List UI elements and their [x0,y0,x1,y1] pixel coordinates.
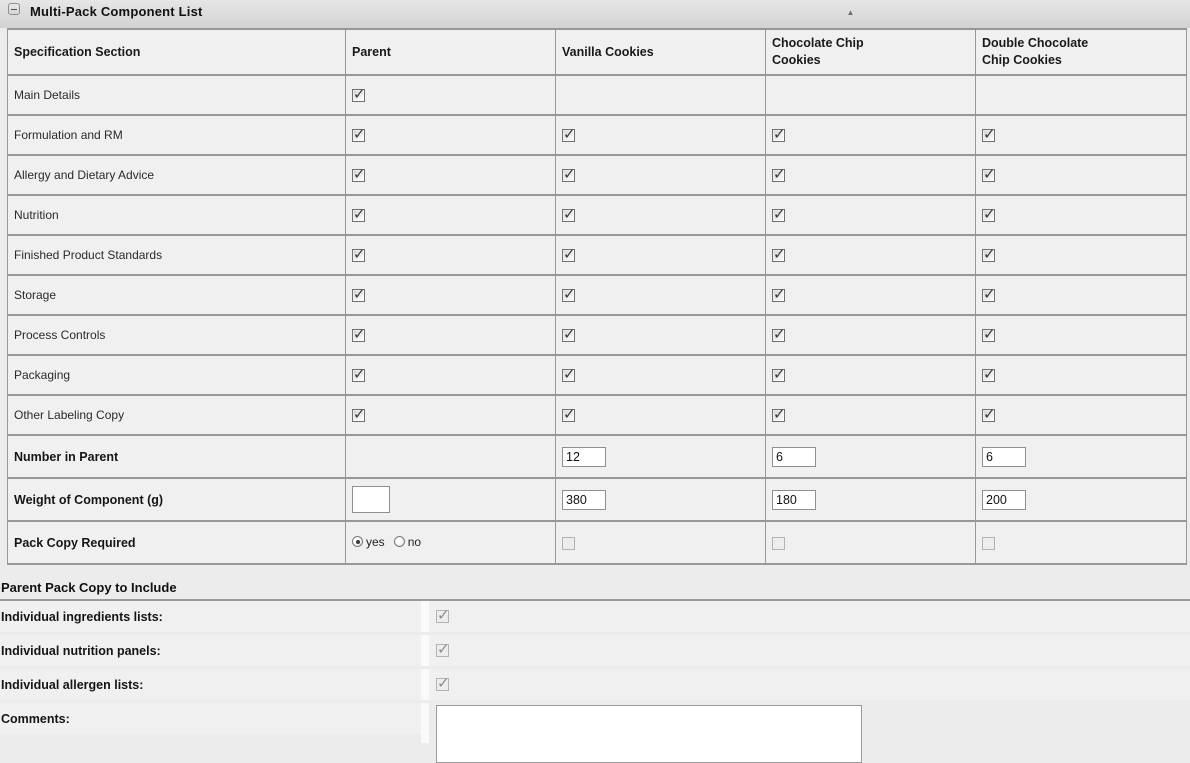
column-header [8,29,346,75]
table-row [8,521,1187,564]
table-cell [766,478,976,521]
table-row [8,155,1187,195]
row-label [8,395,346,435]
row-label-text: Number in Parent [14,449,119,464]
table-cell [556,478,766,521]
table-row [8,478,1187,521]
radio-option-yes[interactable] [352,535,385,549]
row-label-text: Storage [14,288,57,302]
row-label [8,435,346,478]
checkbox-checked[interactable] [352,329,365,342]
column-header-label: Double Chocolate Chip Cookies [982,36,1089,67]
footer-row [0,669,1190,700]
table-cell [976,115,1187,155]
comments-label: Comments: [0,703,421,734]
column-gap [421,635,429,666]
table-cell [556,395,766,435]
table-row [8,435,1187,478]
table-cell [976,395,1187,435]
table-cell [976,315,1187,355]
row-label-text: Allergy and Dietary Advice [14,168,155,182]
table-cell [766,435,976,478]
footer-row [0,601,1190,632]
table-cell [556,521,766,564]
checkbox-checked[interactable] [352,89,365,102]
footer-field [429,669,1190,700]
radio-label: no [407,534,422,549]
row-label [8,155,346,195]
table-cell [976,235,1187,275]
table-row [8,275,1187,315]
row-label-text: Other Labeling Copy [14,408,125,422]
table-cell [766,235,976,275]
table-cell [766,195,976,235]
checkbox-checked[interactable] [562,209,575,222]
row-label [8,115,346,155]
row-label [8,315,346,355]
row-label-text: Main Details [14,88,81,102]
table-cell [766,155,976,195]
table-cell [976,435,1187,478]
row-label [8,235,346,275]
table-row [8,75,1187,115]
table-row [8,315,1187,355]
number-input[interactable] [982,447,1026,467]
radio-yes-icon[interactable] [352,536,363,547]
number-input[interactable] [772,490,816,510]
checkbox-checked[interactable] [562,169,575,182]
checkbox-checked[interactable] [562,329,575,342]
table-row [8,355,1187,395]
column-gap [421,601,429,632]
footer-label: Individual nutrition panels: [0,635,421,666]
table-cell [976,521,1187,564]
checkbox-checked[interactable] [982,369,995,382]
table-cell [976,478,1187,521]
row-label-text: Nutrition [14,208,59,222]
checkbox-checked[interactable] [982,249,995,262]
checkbox-checked[interactable] [562,409,575,422]
column-header-label: Parent [352,44,391,59]
table-cell [766,521,976,564]
column-header-label: Chocolate Chip Cookies [772,36,864,67]
radio-label: yes [366,534,385,549]
checkbox-checked[interactable] [982,409,995,422]
column-header [556,29,766,75]
scroll-up-icon[interactable]: ▲ [846,8,855,17]
table-cell [766,115,976,155]
number-input[interactable] [562,490,606,510]
panel-header [0,0,1190,28]
table-cell [556,235,766,275]
checkbox-checked[interactable] [352,169,365,182]
row-label-text: Pack Copy Required [14,535,136,550]
table-cell [346,435,556,478]
checkbox-checked[interactable] [772,249,785,262]
footer-field [429,601,1190,632]
table-cell [556,115,766,155]
number-input[interactable] [982,490,1026,510]
column-header [976,29,1187,75]
column-header [346,29,556,75]
footer-rows [0,601,1190,700]
checkbox-checked[interactable] [352,129,365,142]
table-cell [346,315,556,355]
table-row [8,235,1187,275]
row-label-text: Process Controls [14,328,106,342]
row-label-text: Packaging [14,368,71,382]
checkbox-checked[interactable] [352,409,365,422]
footer-heading: Parent Pack Copy to Include [0,580,1190,601]
weight-input-blank[interactable] [352,486,390,513]
column-header-label: Vanilla Cookies [562,44,654,59]
row-label [8,521,346,564]
table-cell [766,355,976,395]
table-body [8,75,1187,564]
checkbox-checked [436,644,449,657]
table-cell [556,355,766,395]
number-input[interactable] [772,447,816,467]
table-cell [556,195,766,235]
table-cell [766,75,976,115]
table-cell [346,155,556,195]
checkbox-checked[interactable] [562,249,575,262]
table-cell [976,355,1187,395]
checkbox [562,537,575,550]
checkbox-checked[interactable] [772,129,785,142]
checkbox [772,537,785,550]
checkbox-checked[interactable] [562,369,575,382]
table-row [8,115,1187,155]
checkbox-checked[interactable] [562,129,575,142]
collapse-icon[interactable] [8,3,20,15]
column-gap [421,703,429,743]
checkbox-checked[interactable] [562,289,575,302]
table-cell [346,395,556,435]
table-cell [556,275,766,315]
table-cell [556,435,766,478]
header-row [8,29,1187,75]
checkbox-checked[interactable] [772,169,785,182]
row-label-text: Finished Product Standards [14,248,163,262]
checkbox-checked[interactable] [352,209,365,222]
table-cell [346,195,556,235]
checkbox-checked [436,610,449,623]
checkbox-checked[interactable] [772,209,785,222]
footer-label: Individual allergen lists: [0,669,421,700]
panel-title: Multi-Pack Component List [30,4,203,19]
radio-no-icon[interactable] [394,536,405,547]
footer-field [429,635,1190,666]
row-label-text: Formulation and RM [14,128,123,142]
row-label [8,195,346,235]
table-cell [976,75,1187,115]
checkbox-checked[interactable] [352,249,365,262]
checkbox-checked[interactable] [982,169,995,182]
checkbox-checked[interactable] [982,129,995,142]
row-label [8,478,346,521]
checkbox-checked[interactable] [772,289,785,302]
row-label [8,355,346,395]
checkbox-checked[interactable] [772,329,785,342]
number-input[interactable] [562,447,606,467]
row-label [8,275,346,315]
table-cell [556,75,766,115]
checkbox-checked[interactable] [982,209,995,222]
table-cell [346,115,556,155]
column-header [766,29,976,75]
table-cell [346,355,556,395]
component-table [7,28,1187,565]
checkbox-checked[interactable] [982,329,995,342]
checkbox-checked[interactable] [772,409,785,422]
table-cell [976,155,1187,195]
table-cell [766,395,976,435]
table-cell [346,521,556,564]
table-cell [976,195,1187,235]
table-row [8,395,1187,435]
table-cell [556,155,766,195]
checkbox-checked [436,678,449,691]
checkbox-checked[interactable] [352,289,365,302]
footer-row [0,635,1190,666]
row-label-text: Weight of Component (g) [14,492,164,507]
checkbox-checked[interactable] [352,369,365,382]
table-cell [346,75,556,115]
table-cell [976,275,1187,315]
comments-textarea[interactable] [436,705,862,763]
column-header-label: Specification Section [14,44,141,59]
table-row [8,195,1187,235]
checkbox-checked[interactable] [772,369,785,382]
table-cell [346,275,556,315]
table-cell [556,315,766,355]
table-cell [766,315,976,355]
radio-option-no[interactable] [394,535,421,549]
checkbox [982,537,995,550]
checkbox-checked[interactable] [982,289,995,302]
table-cell [766,275,976,315]
footer-label: Individual ingredients lists: [0,601,421,632]
table-cell [346,478,556,521]
column-gap [421,669,429,700]
table-cell [346,235,556,275]
row-label [8,75,346,115]
